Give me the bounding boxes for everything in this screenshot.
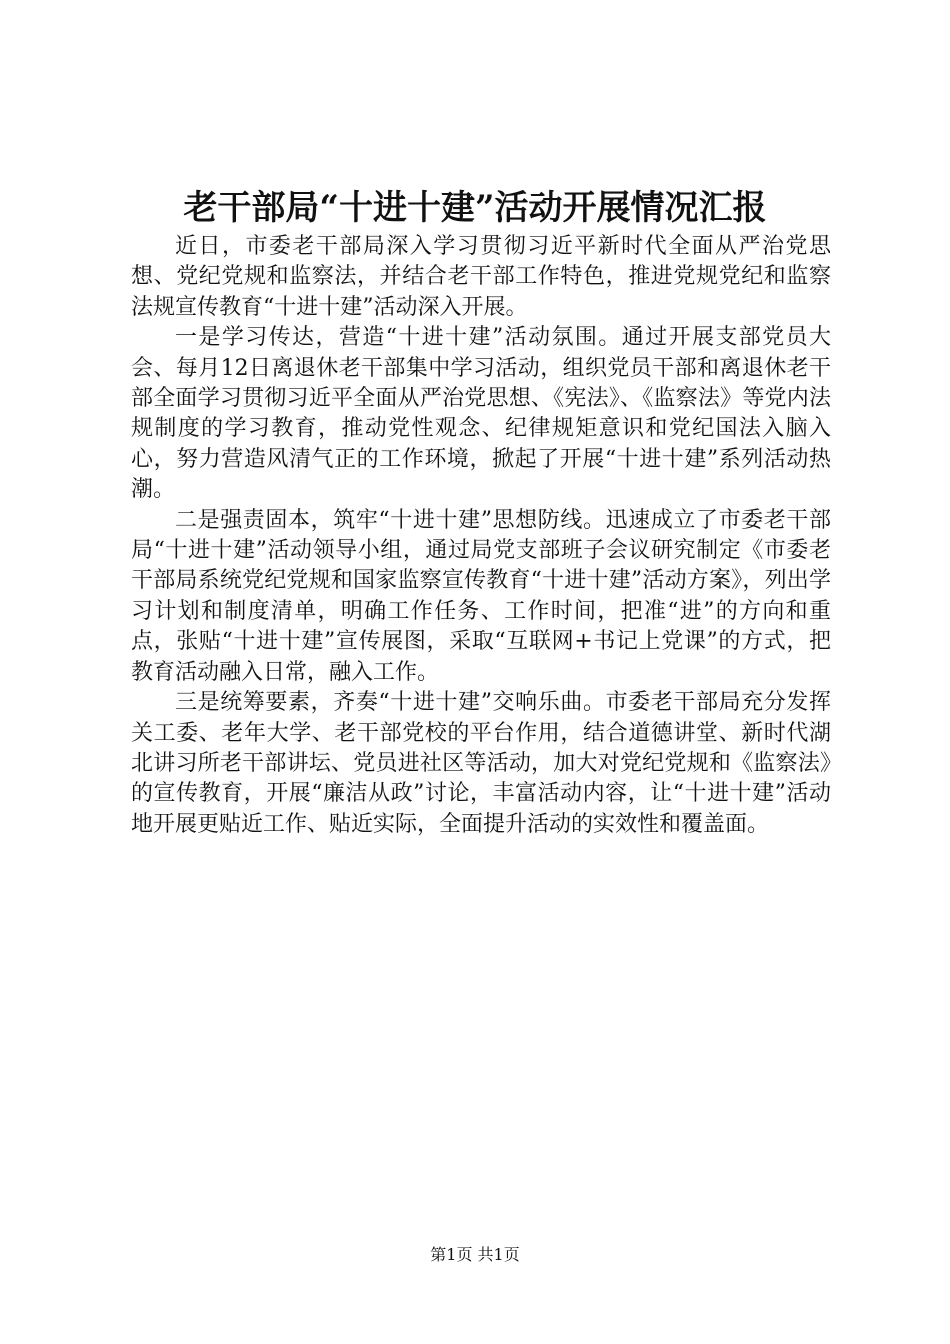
paragraph-point-one: 一是学习传达，营造“十进十建”活动氛围。通过开展支部党员大会、每月12日离退休老干部集中学习活动，组织党员干部和离退休老干部全面学习贯彻习近平全面从严治党思想、《宪法》、《监察法》等党内法规制度的学习教育，推动党性观念、纪律规矩意识和党纪国法入脑入心，努力营造风清气正的工作环境，掀起了开展“十进十建”系列活动热潮。 xyxy=(131,325,831,503)
paragraph-point-two: 二是强责固本，筑牢“十进十建”思想防线。迅速成立了市委老干部局“十进十建”活动领导小组，通过局党支部班子会议研究制定《市委老干部局系统党纪党规和国家监察宣传教育“十进十建”活动方案》，列出学习计划和制度清单，明确工作任务、工作时间，把准“进”的方向和重点，张贴“十进十建”宣传展图，采取“互联网+书记上党课”的方式，把教育活动融入日常，融入工作。 xyxy=(131,507,831,685)
document-body xyxy=(131,232,831,840)
page-number-footer: 第1页 共1页 xyxy=(430,1245,520,1264)
paragraph-point-three: 三是统筹要素，齐奏“十进十建”交响乐曲。市委老干部局充分发挥关工委、老年大学、老干部党校的平台作用，结合道德讲堂、新时代湖北讲习所老干部讲坛、党员进社区等活动，加大对党纪党规和《监察法》的宣传教育，开展“廉洁从政”讨论，丰富活动内容，让“十进十建”活动地开展更贴近工作、贴近实际，全面提升活动的实效性和覆盖面。 xyxy=(131,690,831,837)
document-title: 老干部局“十进十建”活动开展情况汇报 xyxy=(183,188,767,228)
paragraph-intro: 近日，市委老干部局深入学习贯彻习近平新时代全面从严治党思想、党纪党规和监察法，并结合老干部工作特色，推进党规党纪和监察法规宣传教育“十进十建”活动深入开展。 xyxy=(131,234,831,320)
